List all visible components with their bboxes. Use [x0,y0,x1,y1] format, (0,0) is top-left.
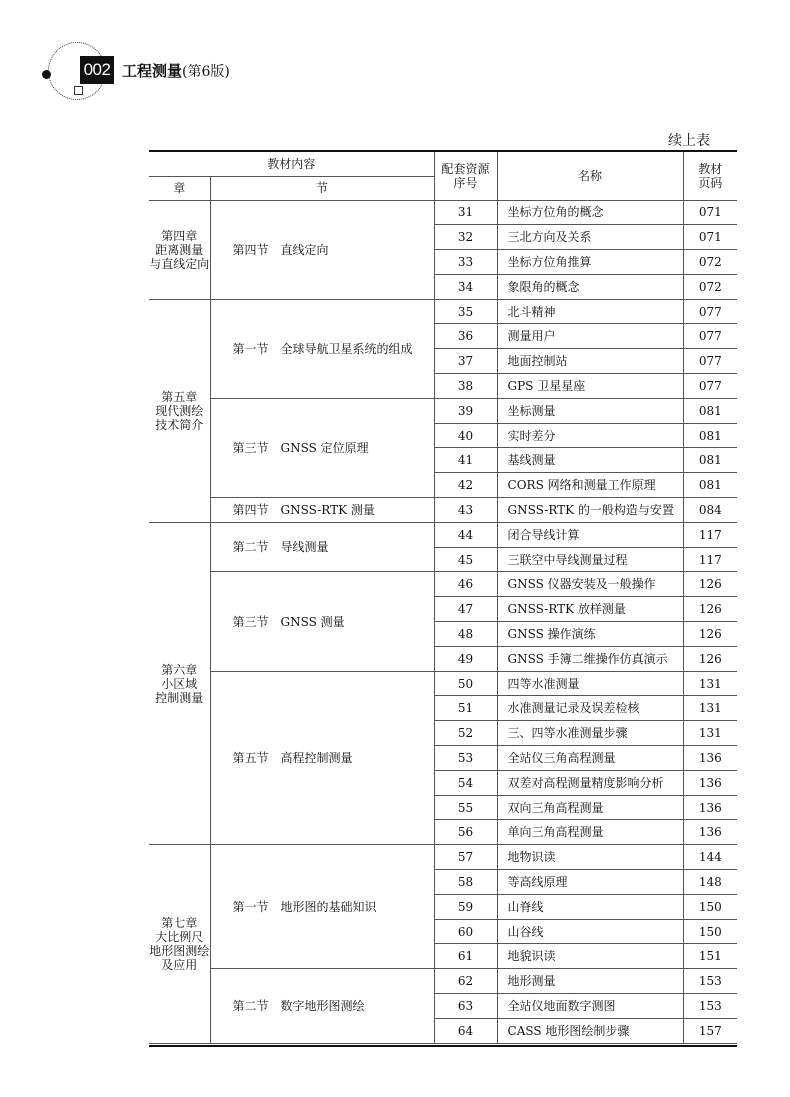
resource-name: GNSS-RTK 的一般构造与安置 [497,498,683,523]
resource-number: 40 [434,423,497,448]
resource-name: 山脊线 [497,894,683,919]
section-cell: 第五节 高程控制测量 [210,671,434,845]
chapter-cell [149,845,210,1043]
resource-name: 实时差分 [497,423,683,448]
chapter-line: 第四章 [161,228,198,243]
resource-name: 等高线原理 [497,870,683,895]
page-ref: 144 [683,845,737,870]
resource-number: 49 [434,646,497,671]
section-cell: 第四节 直线定向 [210,200,434,299]
section-cell: 第三节 GNSS 定位原理 [210,398,434,497]
chapter-line: 小区域 [161,676,198,691]
resource-name: 双向三角高程测量 [497,795,683,820]
page-ref: 084 [683,498,737,523]
book-title [122,60,230,81]
resource-number: 33 [434,250,497,275]
resource-number: 46 [434,572,497,597]
resource-name: 北斗精神 [497,299,683,324]
chapter-cell [149,522,210,844]
resource-number: 61 [434,944,497,969]
table-row [149,572,737,597]
header-decoration-dot [42,70,51,79]
resource-name: 单向三角高程测量 [497,820,683,845]
header-resource-no [434,151,497,200]
resource-number: 57 [434,845,497,870]
page-ref: 077 [683,324,737,349]
resource-name: GNSS-RTK 放样测量 [497,597,683,622]
resource-name: GNSS 仪器安装及一般操作 [497,572,683,597]
page-ref: 126 [683,597,737,622]
chapter-line: 及应用 [161,957,198,972]
page-ref: 077 [683,349,737,374]
resource-number: 37 [434,349,497,374]
page-ref: 126 [683,646,737,671]
resource-number: 32 [434,225,497,250]
table-row [149,398,737,423]
resource-number: 58 [434,870,497,895]
resource-number: 44 [434,522,497,547]
table-row [149,845,737,870]
resource-table [149,150,737,1044]
header-page [683,151,737,200]
page-ref: 081 [683,448,737,473]
page-ref: 126 [683,572,737,597]
resource-name: 地面控制站 [497,349,683,374]
chapter-line: 与直线定向 [149,256,210,271]
resource-name: GNSS 手簿二维操作仿真演示 [497,646,683,671]
header-content: 教材内容 [149,151,434,176]
page-ref: 077 [683,374,737,399]
resource-number: 64 [434,1018,497,1043]
page-ref: 117 [683,547,737,572]
page-ref: 117 [683,522,737,547]
table-row [149,200,737,225]
page-ref: 131 [683,696,737,721]
page-ref: 150 [683,894,737,919]
resource-name: 双差对高程测量精度影响分析 [497,770,683,795]
resource-name: CASS 地形图绘制步骤 [497,1018,683,1043]
resource-name: 象限角的概念 [497,274,683,299]
resource-number: 56 [434,820,497,845]
resource-number: 43 [434,498,497,523]
page-ref: 157 [683,1018,737,1043]
chapter-line: 第五章 [161,389,198,404]
table-row [149,498,737,523]
page-number: 002 [80,56,114,84]
resource-number: 59 [434,894,497,919]
page-ref: 136 [683,795,737,820]
resource-number: 45 [434,547,497,572]
resource-number: 50 [434,671,497,696]
header-page-line1: 教材 [698,161,723,176]
page-ref: 072 [683,274,737,299]
resource-name: 全站仪三角高程测量 [497,746,683,771]
section-cell: 第一节 地形图的基础知识 [210,845,434,969]
header-section: 节 [210,176,434,200]
chapter-line: 控制测量 [155,690,204,705]
page-ref: 071 [683,225,737,250]
resource-name: 地貌识读 [497,944,683,969]
resource-number: 48 [434,622,497,647]
page-ref: 126 [683,622,737,647]
section-cell: 第三节 GNSS 测量 [210,572,434,671]
resource-number: 51 [434,696,497,721]
page-ref: 136 [683,770,737,795]
resource-number: 62 [434,969,497,994]
page-ref: 153 [683,969,737,994]
section-cell: 第一节 全球导航卫星系统的组成 [210,299,434,398]
page-ref: 081 [683,423,737,448]
page-ref: 148 [683,870,737,895]
resource-number: 52 [434,721,497,746]
page-ref: 136 [683,746,737,771]
resource-number: 34 [434,274,497,299]
table-row [149,671,737,696]
resource-name: 三联空中导线测量过程 [497,547,683,572]
chapter-line: 技术简介 [155,417,204,432]
header-chapter: 章 [149,176,210,200]
table-row [149,299,737,324]
resource-number: 42 [434,473,497,498]
resource-name: 坐标方位角推算 [497,250,683,275]
page-ref: 153 [683,994,737,1019]
resource-name: 地物识读 [497,845,683,870]
resource-number: 39 [434,398,497,423]
header-decoration-square [74,86,83,95]
chapter-line: 现代测绘 [155,403,204,418]
resource-number: 38 [434,374,497,399]
resource-number: 60 [434,919,497,944]
resource-name: GPS 卫星星座 [497,374,683,399]
section-cell: 第二节 导线测量 [210,522,434,572]
chapter-cell [149,299,210,522]
resource-name: 地形测量 [497,969,683,994]
resource-name: 四等水准测量 [497,671,683,696]
resource-number: 63 [434,994,497,1019]
resource-name: 山谷线 [497,919,683,944]
resource-name: 测量用户 [497,324,683,349]
table-row [149,969,737,994]
section-cell: 第四节 GNSS-RTK 测量 [210,498,434,523]
page-ref: 077 [683,299,737,324]
resource-name: GNSS 操作演练 [497,622,683,647]
resource-number: 53 [434,746,497,771]
chapter-line: 大比例尺 [155,929,204,944]
resource-number: 35 [434,299,497,324]
header-name: 名称 [497,151,683,200]
resource-number: 41 [434,448,497,473]
resource-number: 31 [434,200,497,225]
resource-name: 坐标方位角的概念 [497,200,683,225]
resource-name: 坐标测量 [497,398,683,423]
page-ref: 131 [683,721,737,746]
resource-name: 三北方向及关系 [497,225,683,250]
section-cell: 第二节 数字地形图测绘 [210,969,434,1043]
chapter-line: 距离测量 [155,242,204,257]
page-ref: 081 [683,473,737,498]
table-row [149,522,737,547]
page-ref: 136 [683,820,737,845]
resource-number: 36 [434,324,497,349]
page-ref: 151 [683,944,737,969]
resource-number: 47 [434,597,497,622]
page-ref: 071 [683,200,737,225]
resource-name: 基线测量 [497,448,683,473]
resource-name: CORS 网络和测量工作原理 [497,473,683,498]
chapter-cell [149,200,210,299]
header-resource-no-line1: 配套资源 [441,161,490,176]
page-ref: 072 [683,250,737,275]
header-page-line2: 页码 [698,175,723,190]
book-title-text: 工程测量 [122,62,183,80]
page-ref: 150 [683,919,737,944]
resource-number: 54 [434,770,497,795]
chapter-line: 第六章 [161,662,198,677]
resource-name: 水准测量记录及误差检核 [497,696,683,721]
book-edition: (第6版) [182,64,230,80]
resource-name: 三、四等水准测量步骤 [497,721,683,746]
page-ref: 081 [683,398,737,423]
table-bottom-rule [149,1045,737,1047]
header-resource-no-line2: 序号 [453,175,478,190]
continued-label: 续上表 [668,133,710,149]
resource-name: 闭合导线计算 [497,522,683,547]
table-body [149,200,737,1043]
resource-number: 55 [434,795,497,820]
page-ref: 131 [683,671,737,696]
chapter-line: 地形图测绘 [149,943,210,958]
resource-name: 全站仪地面数字测图 [497,994,683,1019]
chapter-line: 第七章 [161,915,198,930]
